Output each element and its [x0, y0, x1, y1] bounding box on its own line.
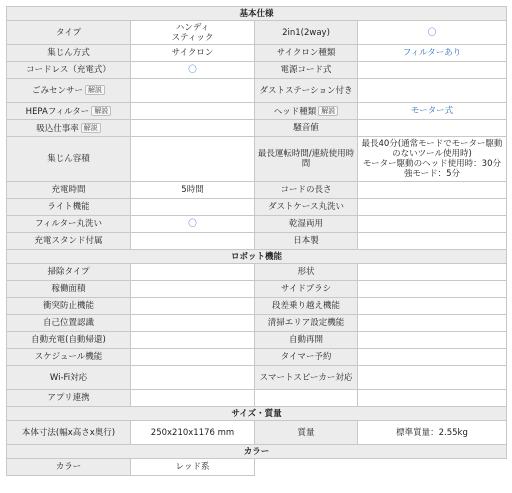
explain-button-hepa[interactable]: 解説 — [91, 106, 111, 116]
label-type: タイプ — [7, 21, 131, 45]
label-operating-area: 稼働面積 — [7, 281, 131, 298]
label-self-localization: 自己位置認識 — [7, 315, 131, 332]
label-cyclone-type: サイクロン種類 — [255, 45, 358, 62]
value-cord-type — [358, 62, 507, 79]
label-2in1: 2in1(2way) — [255, 21, 358, 45]
value-operating-area — [131, 281, 255, 298]
spec-table — [6, 6, 507, 476]
label-cord-length: コードの長さ — [255, 182, 358, 199]
empty-cell — [358, 390, 507, 407]
label-app: アプリ連携 — [7, 390, 131, 407]
label-wet-dry: 乾湿両用 — [255, 216, 358, 233]
value-dimensions: 250x210x1176 mm — [131, 421, 255, 445]
section-header-robot: ロボット機能 — [7, 250, 507, 264]
label-head-type: ヘッド種類 — [273, 106, 317, 117]
explain-button-suction-power[interactable]: 解説 — [81, 123, 101, 133]
empty-cell — [255, 390, 358, 407]
label-cordless: コードレス（充電式） — [7, 62, 131, 79]
label-hepa-cell — [7, 103, 131, 120]
value-timer — [358, 349, 507, 366]
label-noise: 騒音値 — [255, 120, 358, 137]
value-filter-wash: 〇 — [131, 216, 255, 233]
value-charge-time: 5時間 — [131, 182, 255, 199]
label-collision-prevention: 衝突防止機能 — [7, 298, 131, 315]
value-suction-power — [131, 120, 255, 137]
value-dust-capacity — [131, 137, 255, 182]
label-shape: 形状 — [255, 264, 358, 281]
label-made-in-japan: 日本製 — [255, 233, 358, 250]
value-dustcase-wash — [358, 199, 507, 216]
label-cord-type: 電源コード式 — [255, 62, 358, 79]
value-dust-method: サイクロン — [131, 45, 255, 62]
value-side-brush — [358, 281, 507, 298]
label-wifi: Wi-Fi対応 — [7, 366, 131, 390]
label-timer: タイマー予約 — [255, 349, 358, 366]
value-made-in-japan — [358, 233, 507, 250]
value-color: レッド系 — [131, 459, 255, 476]
label-auto-charge: 自動充電(自動帰還) — [7, 332, 131, 349]
value-area-setting — [358, 315, 507, 332]
explain-button-dust-sensor[interactable]: 解説 — [85, 85, 105, 95]
value-light — [131, 199, 255, 216]
label-schedule: スケジュール機能 — [7, 349, 131, 366]
value-cord-length — [358, 182, 507, 199]
value-noise — [358, 120, 507, 137]
blank-cell — [255, 459, 358, 476]
label-suction-power: 吸込仕事率 — [36, 123, 79, 134]
value-shape — [358, 264, 507, 281]
explain-button-head-type[interactable]: 解説 — [318, 106, 338, 116]
label-hepa: HEPAフィルター — [25, 106, 90, 117]
value-hepa — [131, 103, 255, 120]
label-weight: 質量 — [255, 421, 358, 445]
label-light: ライト機能 — [7, 199, 131, 216]
label-suction-power-cell — [7, 120, 131, 137]
label-smart-speaker: スマートスピーカー対応 — [255, 366, 358, 390]
value-cyclone-type[interactable]: フィルターあり — [358, 45, 507, 62]
label-dust-sensor-cell — [7, 79, 131, 103]
value-cordless: 〇 — [131, 62, 255, 79]
label-dust-station: ダストステーション付き — [255, 79, 358, 103]
label-dust-capacity: 集じん容積 — [7, 137, 131, 182]
value-app — [131, 390, 255, 407]
section-header-size: サイズ・質量 — [7, 407, 507, 421]
value-clean-type — [131, 264, 255, 281]
value-wifi — [131, 366, 255, 390]
section-header-basic: 基本仕様 — [7, 7, 507, 21]
value-auto-resume — [358, 332, 507, 349]
value-step-climbing — [358, 298, 507, 315]
value-head-type[interactable]: モーター式 — [358, 103, 507, 120]
value-dust-sensor — [131, 79, 255, 103]
label-charging-stand: 充電スタンド付属 — [7, 233, 131, 250]
label-filter-wash: フィルター丸洗い — [7, 216, 131, 233]
value-schedule — [131, 349, 255, 366]
label-head-type-cell — [255, 103, 358, 120]
label-auto-resume: 自動再開 — [255, 332, 358, 349]
blank-cell — [358, 459, 507, 476]
section-header-color: カラー — [7, 445, 507, 459]
label-step-climbing: 段差乗り越え機能 — [255, 298, 358, 315]
label-color: カラー — [7, 459, 131, 476]
value-smart-speaker — [358, 366, 507, 390]
value-wet-dry — [358, 216, 507, 233]
value-run-time: 最長40分(通常モードでモーター駆動のないツール使用時) モーター駆動のヘッド使用時：30分 強モード：5分 — [358, 137, 507, 182]
label-charge-time: 充電時間 — [7, 182, 131, 199]
value-type: ハンディ スティック — [131, 21, 255, 45]
value-auto-charge — [131, 332, 255, 349]
label-dust-method: 集じん方式 — [7, 45, 131, 62]
value-dust-station — [358, 79, 507, 103]
label-clean-type: 掃除タイプ — [7, 264, 131, 281]
value-weight: 標準質量：2.55kg — [358, 421, 507, 445]
value-2in1: 〇 — [358, 21, 507, 45]
label-dust-sensor: ごみセンサー — [31, 86, 83, 96]
label-dimensions: 本体寸法(幅x高さx奥行) — [7, 421, 131, 445]
label-side-brush: サイドブラシ — [255, 281, 358, 298]
value-charging-stand — [131, 233, 255, 250]
label-area-setting: 清掃エリア設定機能 — [255, 315, 358, 332]
value-self-localization — [131, 315, 255, 332]
value-collision-prevention — [131, 298, 255, 315]
label-dustcase-wash: ダストケース丸洗い — [255, 199, 358, 216]
label-run-time: 最長運転時間/連続使用時間 — [255, 137, 358, 182]
